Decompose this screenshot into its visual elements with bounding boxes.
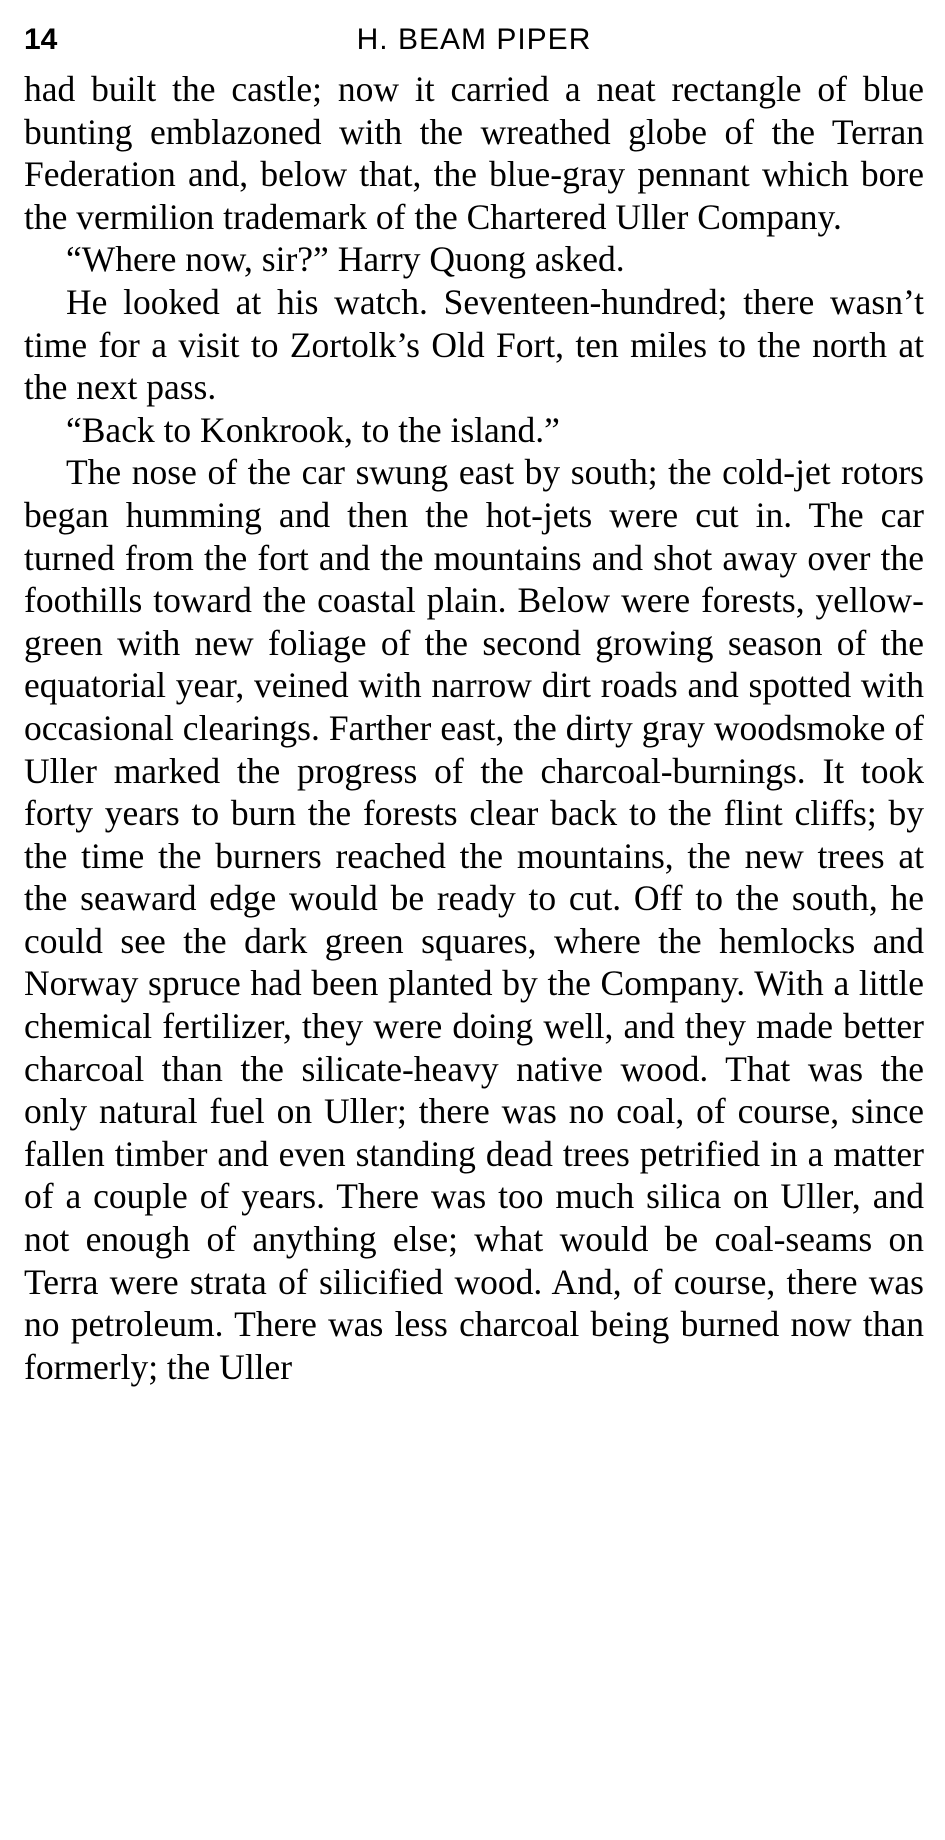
paragraph-flight-description: The nose of the car swung east by south; the cold-jet rotors began humming and then the hot-jets were cut in. The car turned from the fort and the mountains and shot away over the foothills toward the coastal plain. Below were forests, yellow-green with new foliage of the second growing season of the equatorial year, veined with narrow dirt roads and spotted with occasional clearings. Farther east, the dirty gray woodsmoke of Uller marked the progress of the charcoal-burnings. It took forty years to burn the forests clear back to the flint cliffs; by the time the burners reached the mountains, the new trees at the seaward edge would be ready to cut. Off to the south, he could see the dark green squares, where the hemlocks and Norway spruce had been planted by the Company. With a little chemical fertilizer, they were doing well, and they made better charcoal than the silicate-heavy native wood. That was the only natural fuel on Uller; there was no coal, of course, since fallen timber and even standing dead trees petrified in a matter of a couple of years. There was too much silica on Uller, and not enough of anything else; what would be coal-seams on Terra were strata of silicified wood. And, of course, there was no petroleum. There was less charcoal being burned now than formerly; the Uller: [24, 452, 924, 1387]
body-text: [24, 68, 924, 1388]
running-head: [24, 18, 924, 62]
running-title: H. BEAM PIPER: [356, 23, 592, 56]
paragraph-watch: He looked at his watch. Seventeen-hundred; there wasn’t time for a visit to Zortolk’s Old Fort, ten miles to the north at the next pass.: [24, 281, 924, 408]
paragraph-dialogue-back-to-konkrook: “Back to Konkrook, to the island.”: [66, 409, 560, 450]
paragraph-dialogue-where-now: “Where now, sir?” Harry Quong asked.: [66, 239, 625, 280]
paragraph-continued: had built the castle; now it carried a neat rectangle of blue bunting emblazoned with the wreathed globe of the Terran Federation and, below that, the blue-gray pennant which bore the vermilion trademark of the Chartered Uller Company.: [24, 69, 924, 237]
page-number: 14: [24, 23, 58, 56]
